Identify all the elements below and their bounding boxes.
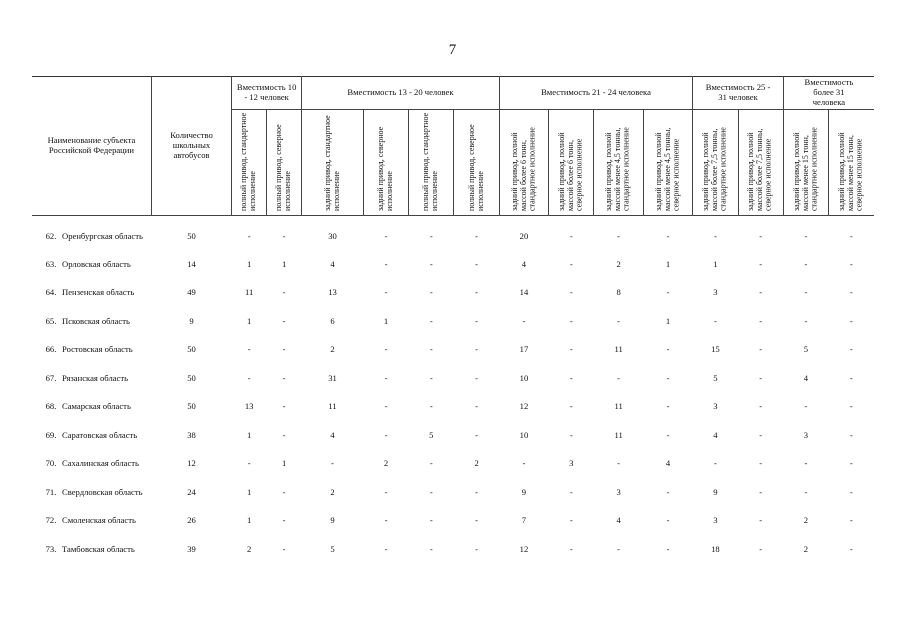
value-cell: - (759, 486, 763, 497)
table-row (32, 288, 874, 317)
value-cell: - (282, 401, 286, 411)
value-cell: 31 (328, 372, 337, 383)
value-cell: 4 (665, 458, 671, 468)
value-cell: - (666, 231, 670, 241)
value-cell: - (475, 344, 479, 354)
total-cell: 38 (187, 429, 196, 440)
row-number: 68. (45, 401, 57, 411)
value-cell: - (282, 372, 286, 383)
total-cell: 39 (187, 543, 196, 554)
value-cell: - (569, 287, 573, 297)
value-cell: - (569, 401, 573, 411)
value-cell: - (759, 401, 763, 411)
value-cell: - (475, 543, 479, 554)
header-subcol: задний привод, полной массой более 6 тонн, стандартное исполнение (499, 110, 548, 216)
row-number: 66. (45, 344, 57, 354)
region-name: Оренбургская область (62, 231, 143, 241)
value-cell: - (849, 315, 853, 326)
value-cell: - (617, 543, 621, 554)
value-cell: - (384, 258, 388, 269)
value-cell: 2 (330, 344, 335, 354)
value-cell: 10 (519, 372, 529, 383)
value-cell: 2 (246, 543, 252, 554)
value-cell: 14 (519, 287, 529, 297)
value-cell: 1 (246, 429, 252, 440)
value-cell: 3 (616, 486, 621, 497)
value-cell: 13 (328, 287, 337, 297)
value-cell: 5 (429, 429, 434, 440)
region-cell (32, 317, 151, 346)
value-cell: - (804, 458, 808, 468)
region-name: Ростовская область (62, 344, 133, 354)
value-cell: 9 (521, 486, 527, 497)
table-row (32, 545, 874, 574)
value-cell: - (759, 287, 763, 297)
value-cell: - (759, 258, 763, 269)
value-cell: 11 (614, 401, 623, 411)
header-count: Количество школьных автобусов (151, 77, 231, 216)
value-cell: - (475, 429, 479, 440)
region-cell (32, 374, 151, 403)
value-cell: 2 (474, 458, 479, 468)
value-cell: 5 (330, 543, 335, 554)
row-number: 71. (45, 486, 57, 497)
region-cell (32, 345, 151, 374)
value-cell: - (759, 372, 763, 383)
header-group-21-24: Вместимость 21 - 24 человека (499, 77, 693, 110)
value-cell: 4 (616, 515, 621, 525)
total-cell: 12 (187, 458, 196, 468)
value-cell: - (384, 372, 388, 383)
value-cell: - (282, 315, 286, 326)
value-cell: - (247, 344, 251, 354)
value-cell: - (247, 458, 251, 468)
region-name: Смоленская область (62, 515, 136, 525)
value-cell: - (666, 429, 670, 440)
value-cell: - (569, 258, 573, 269)
value-cell: - (282, 231, 286, 241)
value-cell: - (849, 372, 853, 383)
value-cell: 1 (246, 515, 252, 525)
value-cell: - (759, 458, 763, 468)
value-cell: - (713, 231, 717, 241)
header-subcol: задний привод, полной массой более 6 тонн, северное исполнение (549, 110, 594, 216)
value-cell: - (759, 344, 763, 354)
total-cell: 14 (187, 258, 196, 269)
value-cell: - (804, 401, 808, 411)
region-cell (32, 459, 151, 488)
row-number: 73. (45, 543, 57, 554)
header-subcol: задний привод, полной массой менее 4,5 тонны, северное исполнение (643, 110, 692, 216)
value-cell: - (759, 231, 763, 241)
value-cell: - (617, 315, 621, 326)
table-row (32, 516, 874, 545)
value-cell: 9 (330, 515, 335, 525)
value-cell: 11 (244, 287, 254, 297)
total-cell: 50 (187, 344, 196, 354)
value-cell: - (429, 231, 433, 241)
value-cell: - (569, 515, 573, 525)
value-cell: - (569, 315, 573, 326)
value-cell: 3 (713, 401, 718, 411)
value-cell: 30 (328, 231, 337, 241)
region-cell (32, 260, 151, 289)
value-cell: 3 (713, 515, 718, 525)
value-cell: 1 (383, 315, 389, 326)
row-number: 65. (45, 315, 57, 326)
value-cell: - (282, 515, 286, 525)
header-subcol: задний привод, полной массой более 7,5 тонны, стандартное исполнение (693, 110, 738, 216)
value-cell: 18 (711, 543, 720, 554)
total-cell: 50 (187, 372, 196, 383)
region-name: Саратовская область (62, 429, 138, 440)
region-cell (32, 488, 151, 517)
row-number: 64. (45, 287, 57, 297)
value-cell: 17 (519, 344, 529, 354)
value-cell: - (475, 515, 479, 525)
region-name: Псковская область (62, 315, 130, 326)
value-cell: - (475, 372, 479, 383)
value-cell: - (429, 258, 433, 269)
table-row (32, 431, 874, 460)
table-header (32, 77, 874, 216)
value-cell: - (804, 287, 808, 297)
value-cell: - (666, 486, 670, 497)
row-number: 69. (45, 429, 57, 440)
region-name: Орловская область (62, 258, 131, 269)
value-cell: - (429, 401, 433, 411)
value-cell: - (282, 344, 286, 354)
total-cell: 9 (189, 315, 194, 326)
value-cell: - (384, 401, 388, 411)
value-cell: - (569, 231, 573, 241)
value-cell: - (617, 372, 621, 383)
value-cell: - (849, 515, 853, 525)
value-cell: - (429, 458, 433, 468)
table-row (32, 260, 874, 289)
value-cell: - (849, 543, 853, 554)
value-cell: - (522, 458, 526, 468)
value-cell: 20 (519, 231, 529, 241)
row-number: 63. (45, 258, 57, 269)
value-cell: - (849, 258, 853, 269)
table-row (32, 374, 874, 403)
value-cell: - (666, 515, 670, 525)
value-cell: - (666, 543, 670, 554)
value-cell: - (475, 486, 479, 497)
value-cell: - (429, 287, 433, 297)
value-cell: - (849, 429, 853, 440)
value-cell: 4 (521, 258, 527, 269)
value-cell: - (282, 429, 286, 440)
value-cell: - (475, 315, 479, 326)
header-subcol: задний привод, северное исполнение (363, 110, 408, 216)
table-row (32, 402, 874, 431)
value-cell: - (759, 429, 763, 440)
header-subcol: полный привод, северное исполнение (454, 110, 499, 216)
value-cell: 4 (713, 429, 718, 440)
value-cell: - (247, 372, 251, 383)
value-cell: - (384, 486, 388, 497)
value-cell: - (384, 287, 388, 297)
value-cell: 13 (244, 401, 254, 411)
table-body (32, 216, 874, 574)
value-cell: 2 (383, 458, 389, 468)
value-cell: - (384, 543, 388, 554)
value-cell: - (804, 258, 808, 269)
value-cell: 11 (614, 344, 623, 354)
value-cell: 12 (519, 401, 529, 411)
value-cell: - (617, 231, 621, 241)
value-cell: 8 (616, 287, 621, 297)
region-name: Тамбовская область (62, 543, 135, 554)
row-number: 70. (45, 458, 57, 468)
value-cell: 9 (713, 486, 718, 497)
value-cell: 1 (713, 258, 718, 269)
value-cell: - (429, 372, 433, 383)
value-cell: - (804, 486, 808, 497)
value-cell: - (569, 486, 573, 497)
value-cell: - (384, 231, 388, 241)
region-cell (32, 402, 151, 431)
value-cell: - (475, 231, 479, 241)
region-cell (32, 545, 151, 574)
value-cell: - (849, 401, 853, 411)
total-cell: 49 (187, 287, 196, 297)
header-group-13-20: Вместимость 13 - 20 человек (302, 77, 500, 110)
value-cell: - (475, 287, 479, 297)
value-cell: 1 (281, 258, 287, 269)
value-cell: - (384, 344, 388, 354)
row-number: 67. (45, 372, 57, 383)
value-cell: - (759, 543, 763, 554)
value-cell: - (331, 458, 334, 468)
total-cell: 24 (187, 486, 196, 497)
value-cell: - (759, 315, 763, 326)
value-cell: - (247, 231, 251, 241)
bus-distribution-table (32, 76, 874, 573)
value-cell: - (429, 515, 433, 525)
header-group-25-31: Вместимость 25 - 31 человек (693, 77, 784, 110)
table-row (32, 216, 874, 260)
value-cell: - (804, 315, 808, 326)
value-cell: - (713, 315, 717, 326)
value-cell: - (429, 486, 433, 497)
value-cell: 2 (803, 515, 809, 525)
value-cell: 5 (713, 372, 718, 383)
value-cell: 4 (803, 372, 809, 383)
value-cell: 4 (330, 429, 335, 440)
header-group-10-12: Вместимость 10 - 12 человек (232, 77, 302, 110)
region-cell (32, 516, 151, 545)
header-subcol: полный привод, стандартное исполнение (409, 110, 454, 216)
header-group-over-31: Вместимость более 31 человека (783, 77, 874, 110)
row-number: 72. (45, 515, 57, 525)
value-cell: - (282, 486, 286, 497)
value-cell: 1 (246, 315, 252, 326)
table-row (32, 459, 874, 488)
value-cell: - (569, 344, 573, 354)
total-cell: 26 (187, 515, 196, 525)
region-name: Рязанская область (62, 372, 129, 383)
value-cell: - (569, 372, 573, 383)
value-cell: - (475, 258, 479, 269)
value-cell: - (617, 458, 621, 468)
header-subcol: задний привод, полной массой менее 15 тонн, стандартное исполнение (783, 110, 828, 216)
value-cell: - (522, 315, 526, 326)
header-subcol: задний привод, полной массой менее 15 тонн, северное исполнение (829, 110, 874, 216)
region-name: Сахалинская область (62, 458, 139, 468)
region-cell (32, 431, 151, 460)
value-cell: 2 (330, 486, 335, 497)
value-cell: - (282, 287, 286, 297)
value-cell: - (849, 486, 853, 497)
region-name: Свердловская область (62, 486, 143, 497)
value-cell: - (849, 458, 853, 468)
value-cell: - (475, 401, 479, 411)
header-subcol: полный привод, стандартное исполнение (232, 110, 267, 216)
total-cell: 50 (187, 231, 196, 241)
value-cell: 3 (803, 429, 809, 440)
value-cell: - (569, 429, 573, 440)
page-number: 7 (448, 42, 457, 58)
region-name: Самарская область (62, 401, 131, 411)
value-cell: 11 (614, 429, 623, 440)
value-cell: 1 (665, 258, 671, 269)
value-cell: 5 (803, 344, 809, 354)
value-cell: 7 (521, 515, 527, 525)
value-cell: - (849, 344, 853, 354)
value-cell: 1 (246, 258, 252, 269)
value-cell: 3 (569, 458, 574, 468)
value-cell: - (849, 231, 853, 241)
value-cell: 6 (330, 315, 335, 326)
value-cell: 4 (330, 258, 335, 269)
value-cell: 1 (246, 486, 252, 497)
value-cell: - (384, 515, 388, 525)
value-cell: - (804, 231, 808, 241)
table-row (32, 488, 874, 517)
table-row (32, 317, 874, 346)
value-cell: - (429, 315, 433, 326)
header-subcol: полный привод, северное исполнение (267, 110, 302, 216)
header-subcol: задний привод, полной массой менее 4,5 тонны, стандартное исполнение (594, 110, 643, 216)
value-cell: - (759, 515, 763, 525)
header-subcol: задний привод, полной массой более 7,5 тонны, северное исполнение (738, 110, 783, 216)
value-cell: 2 (616, 258, 621, 269)
region-cell (32, 216, 151, 260)
value-cell: - (849, 287, 853, 297)
value-cell: - (429, 344, 433, 354)
value-cell: 11 (328, 401, 337, 411)
row-number: 62. (45, 231, 57, 241)
value-cell: 2 (803, 543, 809, 554)
header-subcol: задний привод, стандартное исполнение (302, 110, 364, 216)
value-cell: 10 (519, 429, 529, 440)
value-cell: 1 (281, 458, 287, 468)
value-cell: - (384, 429, 388, 440)
region-cell (32, 288, 151, 317)
value-cell: - (713, 458, 717, 468)
header-name: Наименование субъекта Российской Федерации (32, 77, 151, 216)
value-cell: 12 (519, 543, 529, 554)
value-cell: - (666, 372, 670, 383)
table-row (32, 345, 874, 374)
region-name: Пензенская область (62, 287, 135, 297)
value-cell: - (666, 287, 670, 297)
value-cell: 1 (665, 315, 671, 326)
total-cell: 50 (187, 401, 196, 411)
value-cell: - (569, 543, 573, 554)
value-cell: 15 (711, 344, 720, 354)
value-cell: 3 (713, 287, 718, 297)
value-cell: - (666, 344, 670, 354)
value-cell: - (429, 543, 433, 554)
value-cell: - (666, 401, 670, 411)
value-cell: - (282, 543, 286, 554)
